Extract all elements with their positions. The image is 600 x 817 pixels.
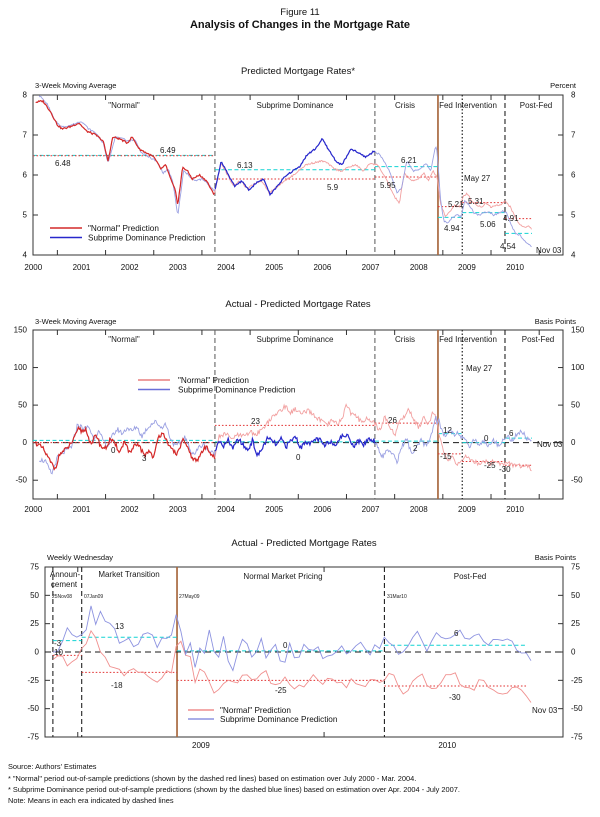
annotation: 0	[111, 446, 116, 455]
annotation: 26	[388, 416, 397, 425]
x-tick-label: 2010	[438, 741, 457, 750]
left-axis-header: 3-Week Moving Average	[35, 317, 117, 326]
y-tick-label: 75	[30, 562, 39, 572]
y-tick-label: 4	[571, 250, 576, 260]
series-normal-prediction-out-of-era	[36, 404, 532, 470]
series-normal-prediction	[36, 101, 215, 204]
right-axis-header: Basis Points	[534, 553, 576, 562]
annotation: -3	[54, 639, 62, 648]
era-label: Subprime Dominance	[256, 101, 334, 110]
x-tick-label: 2010	[506, 263, 525, 272]
annotation: 5.06	[480, 220, 496, 229]
y-tick-label: 6	[571, 170, 576, 180]
y-tick-label: -75	[571, 732, 583, 742]
footnote-subprime-period: * Subprime Dominance period out-of-sample predictions (shown by the dashed blue lines) based on estimation over Apr. 2004 - July 2007.	[8, 785, 460, 794]
annotation: 4.91	[503, 214, 519, 223]
y-tick-label: 50	[571, 590, 580, 600]
x-tick-label: 2001	[72, 505, 91, 514]
annotation: 0	[484, 434, 489, 443]
annotation: 6.21	[401, 156, 417, 165]
annotation: -30	[449, 693, 461, 702]
era-label: Market Transition	[98, 570, 160, 579]
era-label: Crisis	[395, 101, 415, 110]
y-tick-label: 7	[571, 130, 576, 140]
figure-label: Figure 11	[280, 7, 320, 18]
x-tick-label: 2005	[265, 505, 284, 514]
annotation: 6.48	[55, 159, 71, 168]
legend-label: Subprime Dominance Prediction	[178, 385, 296, 395]
annotation: Nov 03	[537, 440, 563, 449]
y-tick-label: 6	[22, 170, 27, 180]
annotation: 5.95	[380, 181, 396, 190]
y-tick-label: -50	[27, 704, 39, 714]
y-tick-label: 150	[571, 325, 585, 335]
legend-label: "Normal" Prediction	[178, 376, 249, 385]
footnote-note: Note: Means in each era indicated by dashed lines	[8, 796, 174, 805]
era-label: cement	[50, 580, 78, 589]
era-label: Fed Intervention	[439, 101, 497, 110]
annotation: 4.94	[444, 224, 460, 233]
annotation: 6.13	[237, 161, 253, 170]
annotation: 0	[283, 641, 288, 650]
x-tick-label: 2004	[217, 263, 235, 272]
annotation: -25	[484, 461, 496, 470]
y-tick-label: 50	[571, 400, 580, 410]
annotation: 10	[54, 648, 63, 657]
annotation: -18	[111, 681, 123, 690]
y-tick-label: 100	[571, 363, 585, 373]
y-tick-label: 75	[571, 562, 580, 572]
annotation: 0	[296, 453, 301, 462]
x-tick-label: 2002	[120, 505, 139, 514]
y-tick-label: 0	[34, 647, 39, 657]
era-label: Post-Fed	[521, 335, 555, 344]
annotation: Nov 03	[536, 246, 562, 255]
y-tick-label: -25	[27, 675, 39, 685]
x-tick-label: 2002	[120, 263, 139, 272]
x-tick-label: 2006	[313, 505, 332, 514]
left-axis-header: Weekly Wednesday	[47, 553, 114, 562]
y-tick-label: 25	[30, 619, 39, 629]
x-tick-label: 2010	[506, 505, 525, 514]
y-tick-label: 150	[13, 325, 27, 335]
y-tick-label: 50	[18, 400, 27, 410]
chart-3	[27, 538, 583, 750]
x-tick-label: 2005	[265, 263, 284, 272]
y-tick-label: -25	[571, 675, 583, 685]
x-tick-label: 2009	[458, 505, 476, 514]
annotation: 31Mar10	[387, 594, 407, 600]
chart-title: Actual - Predicted Mortgage Rates	[225, 299, 371, 310]
chart-title: Actual - Predicted Mortgage Rates	[231, 538, 377, 549]
annotation: 07Jan09	[84, 594, 104, 600]
y-tick-label: 7	[22, 130, 27, 140]
annotation: 5.31	[468, 197, 484, 206]
y-tick-label: 0	[571, 647, 576, 657]
annotation: May 27	[466, 364, 493, 373]
y-tick-label: 8	[22, 90, 27, 100]
legend-label: "Normal" Prediction	[88, 224, 159, 233]
legend-label: Subprime Dominance Prediction	[88, 233, 206, 243]
y-tick-label: 8	[571, 90, 576, 100]
era-label: "Normal"	[108, 335, 140, 344]
x-tick-label: 2008	[409, 505, 428, 514]
right-axis-header: Basis Points	[534, 317, 576, 326]
y-tick-label: 25	[571, 619, 580, 629]
y-tick-label: 4	[22, 250, 27, 260]
annotation: 6.49	[160, 146, 176, 155]
annotation: 25Nov08	[52, 594, 73, 600]
annotation: 5.21	[448, 200, 464, 209]
chart-1	[23, 66, 577, 272]
x-tick-label: 2000	[24, 263, 43, 272]
right-axis-header: Percent	[550, 81, 576, 90]
x-tick-label: 2009	[192, 741, 210, 750]
annotation: 6	[509, 429, 514, 438]
chart-2	[14, 299, 585, 514]
footnote-source: Source: Authors' Estimates	[8, 762, 97, 771]
annotation: -15	[440, 452, 452, 461]
series-normal-prediction	[36, 427, 215, 469]
era-label: Post-Fed	[453, 572, 487, 581]
series-normal-prediction-out-of-era	[53, 631, 531, 703]
series-normal-prediction-out-of-era	[36, 101, 532, 230]
x-tick-label: 2007	[361, 263, 380, 272]
annotation: 4.54	[500, 242, 516, 251]
x-tick-label: 2004	[217, 505, 235, 514]
annotation: 27May09	[179, 594, 200, 600]
x-tick-label: 2000	[24, 505, 43, 514]
annotation: -25	[275, 686, 287, 695]
x-tick-label: 2003	[168, 505, 187, 514]
x-tick-label: 2006	[313, 263, 332, 272]
annotation: Nov 03	[532, 706, 558, 715]
annotation: 5.9	[327, 183, 339, 192]
y-tick-label: -50	[571, 704, 583, 714]
y-tick-label: -75	[27, 732, 39, 742]
era-label: Subprime Dominance	[256, 335, 334, 344]
era-label: Fed Intervention	[439, 335, 497, 344]
chart-title: Predicted Mortgage Rates*	[240, 66, 356, 77]
figure-title: Analysis of Changes in the Mortgage Rate	[189, 19, 411, 31]
left-axis-header: 3-Week Moving Average	[35, 81, 117, 90]
x-tick-label: 2003	[168, 263, 187, 272]
x-tick-label: 2009	[458, 263, 476, 272]
annotation: 13	[115, 622, 124, 631]
era-label: Announ-	[49, 570, 81, 579]
annotation: -30	[499, 465, 511, 474]
y-tick-label: -50	[571, 475, 583, 485]
y-tick-label: 5	[571, 210, 576, 220]
annotation: May 27	[464, 174, 491, 183]
y-tick-label: 0	[571, 438, 576, 448]
era-label: "Normal"	[108, 101, 140, 110]
annotation: 6	[454, 629, 459, 638]
annotation: 3	[142, 454, 147, 463]
series-subprime-dominance-prediction-out-of-era	[53, 606, 531, 671]
annotation: 12	[443, 426, 452, 435]
annotation: 2	[413, 444, 418, 453]
x-tick-label: 2008	[409, 263, 428, 272]
era-label: Normal Market Pricing	[243, 572, 323, 581]
annotation: 23	[251, 417, 260, 426]
x-tick-label: 2007	[361, 505, 380, 514]
era-label: Crisis	[395, 335, 415, 344]
y-tick-label: 5	[22, 210, 27, 220]
y-tick-label: 50	[30, 590, 39, 600]
y-tick-label: 0	[22, 438, 27, 448]
era-label: Post-Fed	[519, 101, 553, 110]
legend-label: Subprime Dominance Prediction	[220, 715, 338, 724]
x-tick-label: 2001	[72, 263, 91, 272]
y-tick-label: 100	[13, 363, 27, 373]
legend-label: "Normal" Prediction	[220, 706, 291, 715]
footnote-normal-period: * "Normal" period out-of-sample predictions (shown by the dashed red lines) based on estimation over July 2000 - Mar. 2004.	[8, 774, 417, 783]
plot-frame	[33, 330, 563, 499]
y-tick-label: -50	[15, 475, 27, 485]
